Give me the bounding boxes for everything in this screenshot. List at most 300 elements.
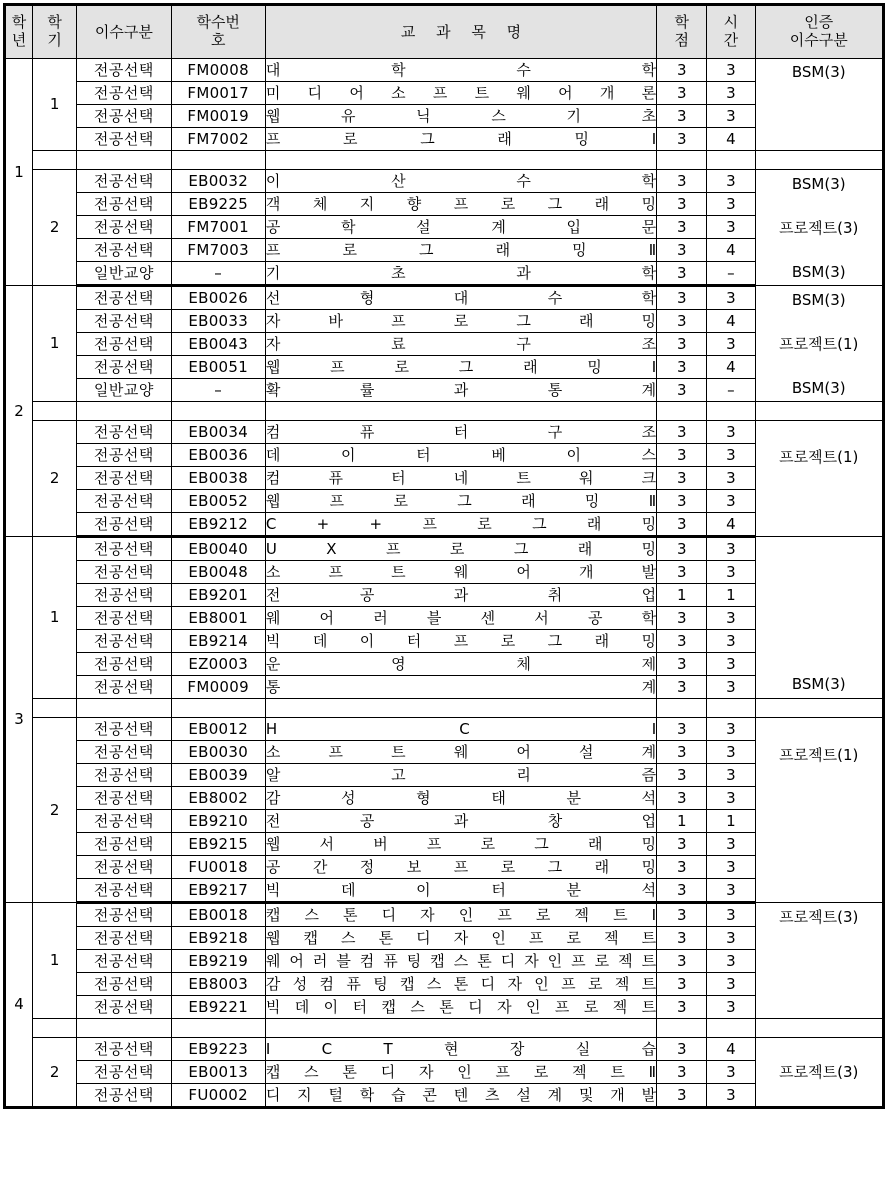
course-type-cell: 전공선택 [77,310,171,333]
header-course-code-line1: 학수번 [196,13,240,32]
course-name-cell: 자 료 구 조 [265,333,656,356]
course-type-cell: 전공선택 [77,787,171,810]
course-code-cell: EB0026 [171,286,265,310]
hours-cell: 3 [707,59,755,82]
spacer-cell-hours [707,151,755,170]
credits-cell: 3 [657,1038,707,1061]
hours-cell: 3 [707,444,755,467]
spacer-cell-type [77,402,171,421]
table-row [5,810,884,833]
course-type-cell: 전공선택 [77,950,171,973]
table-row [5,856,884,879]
certification-line: BSM(3) [791,674,846,693]
course-type-cell: 전공선택 [77,927,171,950]
course-name-cell: 빅 데 이 터 캡 스 톤 디 자 인 프 로 젝 트 [265,996,656,1019]
semester-separator [5,699,884,718]
course-code-cell: FM0009 [171,676,265,699]
hours-cell: 3 [707,561,755,584]
year-cell: 3 [5,537,33,903]
course-name-cell: 전 공 과 취 업 [265,584,656,607]
table-row [5,996,884,1019]
course-code-cell: EB9221 [171,996,265,1019]
course-type-cell: 전공선택 [77,879,171,903]
course-type-cell: 전공선택 [77,128,171,151]
table-row [5,718,884,741]
certification-line: BSM(3) [791,62,846,81]
credits-cell: 3 [657,82,707,105]
course-code-cell: FM7001 [171,216,265,239]
course-type-cell: 전공선택 [77,421,171,444]
semester-cell: 1 [33,537,77,699]
credits-cell: 1 [657,584,707,607]
course-name-cell: 디 지 털 학 습 콘 텐 츠 설 계 및 개 발 [265,1084,656,1108]
hours-cell: 3 [707,286,755,310]
hours-cell: 3 [707,996,755,1019]
credits-cell: 3 [657,973,707,996]
course-code-cell: EB0051 [171,356,265,379]
course-name-cell: 알 고 리 즘 [265,764,656,787]
course-type-cell: 전공선택 [77,239,171,262]
course-name-cell: 빅 데 이 터 분 석 [265,879,656,903]
course-type-cell: 전공선택 [77,490,171,513]
table-row [5,630,884,653]
table-body [5,59,884,1108]
header-hours [707,5,755,59]
course-code-cell: EB9214 [171,630,265,653]
course-type-cell: 전공선택 [77,584,171,607]
table-row [5,356,884,379]
credits-cell: 3 [657,286,707,310]
header-year [5,5,33,59]
course-name-cell: 웨 어 러 블 센 서 공 학 [265,607,656,630]
table-row [5,82,884,105]
header-certification-line2: 이수구분 [789,31,848,49]
credits-cell: 3 [657,239,707,262]
hours-cell: 4 [707,239,755,262]
course-name-cell: 캡 스 톤 디 자 인 프 로 젝 트 Ⅰ [265,903,656,927]
course-name-cell: 프 로 그 래 밍 Ⅱ [265,239,656,262]
semester-cell: 2 [33,421,77,537]
certification-cell [755,718,884,903]
header-semester-line2: 기 [47,31,62,49]
spacer-cell-code [171,699,265,718]
spacer-cell-cert [755,402,884,421]
course-code-cell: EB9217 [171,879,265,903]
credits-cell: 3 [657,490,707,513]
hours-cell: 3 [707,630,755,653]
credits-cell: 3 [657,741,707,764]
credits-cell: 3 [657,653,707,676]
semester-cell: 2 [33,170,77,286]
course-code-cell: EB0040 [171,537,265,561]
spacer-cell-name [265,402,656,421]
course-type-cell: 전공선택 [77,741,171,764]
spacer-cell-semester [33,151,77,170]
course-type-cell: 전공선택 [77,810,171,833]
hours-cell: 1 [707,810,755,833]
table-row [5,421,884,444]
course-code-cell: EB8003 [171,973,265,996]
certification-line: BSM(3) [791,378,846,397]
spacer-cell-hours [707,1019,755,1038]
course-type-cell: 전공선택 [77,82,171,105]
course-name-cell: 기 초 과 학 [265,262,656,286]
course-code-cell: EB0052 [171,490,265,513]
course-type-cell: 전공선택 [77,718,171,741]
hours-cell: 3 [707,105,755,128]
course-name-cell: 웹 캡 스 톤 디 자 인 프 로 젝 트 [265,927,656,950]
course-name-cell: 웹 프 로 그 래 밍 Ⅱ [265,490,656,513]
course-code-cell: EB9212 [171,513,265,537]
certification-line: BSM(3) [791,290,846,309]
table-row [5,950,884,973]
table-row [5,262,884,286]
header-year-line1: 학 [11,13,27,32]
hours-cell: 3 [707,950,755,973]
course-type-cell: 전공선택 [77,607,171,630]
course-name-cell: 웨 어 러 블 컴 퓨 팅 캡 스 톤 디 자 인 프 로 젝 트 [265,950,656,973]
course-code-cell: EB9215 [171,833,265,856]
course-name-cell: 데 이 터 베 이 스 [265,444,656,467]
table-row [5,607,884,630]
curriculum-table [3,3,885,1109]
spacer-cell-cert [755,699,884,718]
credits-cell: 3 [657,59,707,82]
spacer-cell-name [265,151,656,170]
credits-cell: 3 [657,444,707,467]
spacer-cell-code [171,151,265,170]
course-name-cell: 캡 스 톤 디 자 인 프 로 젝 트 Ⅱ [265,1061,656,1084]
credits-cell: 3 [657,718,707,741]
spacer-cell-code [171,1019,265,1038]
header-course-code [171,5,265,59]
course-name-cell: 이 산 수 학 [265,170,656,193]
course-type-cell: 전공선택 [77,467,171,490]
course-type-cell: 전공선택 [77,513,171,537]
table-row [5,561,884,584]
course-name-cell: 감 성 컴 퓨 팅 캡 스 톤 디 자 인 프 로 젝 트 [265,973,656,996]
table-row [5,333,884,356]
certification-cell [755,59,884,151]
hours-cell: 3 [707,1084,755,1108]
credits-cell: 3 [657,607,707,630]
course-type-cell: 전공선택 [77,856,171,879]
semester-cell: 2 [33,718,77,903]
course-code-cell: FU0002 [171,1084,265,1108]
spacer-cell-hours [707,699,755,718]
credits-cell: 3 [657,879,707,903]
spacer-cell-credits [657,151,707,170]
course-code-cell: EB0034 [171,421,265,444]
hours-cell: 3 [707,653,755,676]
course-type-cell: 전공선택 [77,286,171,310]
semester-cell: 1 [33,59,77,151]
course-type-cell: 전공선택 [77,444,171,467]
hours-cell: 3 [707,718,755,741]
credits-cell: 3 [657,927,707,950]
course-code-cell: FU0018 [171,856,265,879]
table-row [5,467,884,490]
course-code-cell: EB0033 [171,310,265,333]
table-row [5,903,884,927]
hours-cell: 3 [707,216,755,239]
course-name-cell: 선 형 대 수 학 [265,286,656,310]
course-name-cell: 운 영 체 제 [265,653,656,676]
course-name-cell: 감 성 형 태 분 석 [265,787,656,810]
certification-line: BSM(3) [791,262,846,281]
course-code-cell: EB9218 [171,927,265,950]
course-code-cell: EB0038 [171,467,265,490]
semester-cell: 2 [33,1038,77,1108]
header-certification-line1: 인증 [804,13,834,32]
course-name-cell: 컴 퓨 터 네 트 워 크 [265,467,656,490]
hours-cell: 3 [707,741,755,764]
hours-cell: – [707,379,755,402]
credits-cell: 3 [657,996,707,1019]
table-row [5,1038,884,1061]
spacer-cell-semester [33,1019,77,1038]
hours-cell: 3 [707,170,755,193]
course-type-cell: 일반교양 [77,379,171,402]
credits-cell: 3 [657,193,707,216]
semester-separator [5,1019,884,1038]
header-course-type: 이수구분 [77,5,171,59]
course-code-cell: – [171,379,265,402]
credits-cell: 3 [657,856,707,879]
hours-cell: 3 [707,333,755,356]
header-certification [755,5,884,59]
credits-cell: 3 [657,467,707,490]
course-name-cell: 컴 퓨 터 구 조 [265,421,656,444]
table-row [5,927,884,950]
course-type-cell: 전공선택 [77,1084,171,1108]
course-name-cell: 프 로 그 래 밍 Ⅰ [265,128,656,151]
course-type-cell: 전공선택 [77,996,171,1019]
hours-cell: 3 [707,787,755,810]
course-type-cell: 전공선택 [77,333,171,356]
course-name-cell: C + + 프 로 그 래 밍 [265,513,656,537]
spacer-cell-credits [657,699,707,718]
credits-cell: 1 [657,810,707,833]
course-name-cell: 대 학 수 학 [265,59,656,82]
credits-cell: 3 [657,262,707,286]
table-row [5,105,884,128]
table-row [5,537,884,561]
hours-cell: 3 [707,903,755,927]
course-name-cell: I C T 현 장 실 습 [265,1038,656,1061]
course-code-cell: EB0036 [171,444,265,467]
credits-cell: 3 [657,310,707,333]
course-name-cell: 소 프 트 웨 어 개 발 [265,561,656,584]
table-row [5,239,884,262]
course-type-cell: 전공선택 [77,193,171,216]
course-type-cell: 전공선택 [77,561,171,584]
credits-cell: 3 [657,950,707,973]
table-row [5,128,884,151]
course-name-cell: 미 디 어 소 프 트 웨 어 개 론 [265,82,656,105]
table-row [5,216,884,239]
credits-cell: 3 [657,676,707,699]
spacer-cell-name [265,1019,656,1038]
course-code-cell: EB0039 [171,764,265,787]
certification-line: 프로젝트(1) [779,746,859,764]
course-code-cell: FM0008 [171,59,265,82]
year-cell: 4 [5,903,33,1108]
hours-cell: 3 [707,467,755,490]
hours-cell: 3 [707,973,755,996]
hours-cell: 3 [707,607,755,630]
credits-cell: 3 [657,128,707,151]
certification-line: 프로젝트(3) [779,1063,859,1081]
certification-cell [755,537,884,699]
course-code-cell: EB9219 [171,950,265,973]
course-code-cell: EB8002 [171,787,265,810]
course-type-cell: 전공선택 [77,1038,171,1061]
certification-cell [755,1038,884,1108]
header-course-name: 교 과 목 명 [265,5,656,59]
course-name-cell: 웹 프 로 그 래 밍 Ⅰ [265,356,656,379]
hours-cell: 4 [707,1038,755,1061]
table-row [5,653,884,676]
course-code-cell: EB0043 [171,333,265,356]
year-cell: 1 [5,59,33,286]
course-type-cell: 전공선택 [77,676,171,699]
hours-cell: 3 [707,879,755,903]
table-row [5,1061,884,1084]
table-row [5,193,884,216]
table-row [5,741,884,764]
credits-cell: 3 [657,561,707,584]
course-name-cell: 공 학 설 계 입 문 [265,216,656,239]
hours-cell: 3 [707,421,755,444]
semester-cell: 1 [33,286,77,402]
certification-line: 프로젝트(1) [779,447,859,466]
course-type-cell: 전공선택 [77,833,171,856]
header-semester [33,5,77,59]
header-year-line2: 년 [11,31,27,49]
spacer-cell-code [171,402,265,421]
course-code-cell: EB0013 [171,1061,265,1084]
header-credits-line1: 학 [674,13,690,32]
spacer-cell-type [77,151,171,170]
course-code-cell: FM0017 [171,82,265,105]
certification-line: BSM(3) [791,174,846,193]
credits-cell: 3 [657,1061,707,1084]
course-type-cell: 전공선택 [77,764,171,787]
course-type-cell: 일반교양 [77,262,171,286]
course-code-cell: EB9225 [171,193,265,216]
credits-cell: 3 [657,216,707,239]
course-code-cell: FM0019 [171,105,265,128]
course-code-cell: EB8001 [171,607,265,630]
course-code-cell: EB0030 [171,741,265,764]
course-type-cell: 전공선택 [77,630,171,653]
table-row [5,444,884,467]
spacer-cell-hours [707,402,755,421]
hours-cell: 3 [707,82,755,105]
hours-cell: 3 [707,927,755,950]
credits-cell: 3 [657,903,707,927]
semester-separator [5,402,884,421]
course-type-cell: 전공선택 [77,59,171,82]
credits-cell: 3 [657,105,707,128]
header-hours-line2: 간 [723,31,739,49]
credits-cell: 3 [657,1084,707,1108]
hours-cell: 4 [707,513,755,537]
course-code-cell: EB9223 [171,1038,265,1061]
credits-cell: 3 [657,787,707,810]
certification-line: 프로젝트(3) [779,218,859,237]
header-credits-line2: 점 [674,31,690,49]
course-code-cell: FM7002 [171,128,265,151]
hours-cell: 3 [707,193,755,216]
course-type-cell: 전공선택 [77,903,171,927]
course-type-cell: 전공선택 [77,105,171,128]
hours-cell: 3 [707,537,755,561]
spacer-cell-type [77,699,171,718]
certification-cell [755,286,884,402]
certification-cell [755,903,884,1019]
course-type-cell: 전공선택 [77,653,171,676]
table-row [5,787,884,810]
certification-cell [755,421,884,537]
course-type-cell: 전공선택 [77,537,171,561]
course-name-cell: 통 계 [265,676,656,699]
course-type-cell: 전공선택 [77,1061,171,1084]
spacer-cell-semester [33,699,77,718]
header-hours-line1: 시 [723,13,739,32]
table-row [5,676,884,699]
semester-cell: 1 [33,903,77,1019]
course-code-cell: EB0018 [171,903,265,927]
hours-cell: 1 [707,584,755,607]
spacer-cell-type [77,1019,171,1038]
hours-cell: 4 [707,128,755,151]
credits-cell: 3 [657,421,707,444]
course-name-cell: 웹 유 닉 스 기 초 [265,105,656,128]
credits-cell: 3 [657,630,707,653]
hours-cell: 3 [707,676,755,699]
hours-cell: 3 [707,764,755,787]
table-header [5,5,884,59]
credits-cell: 3 [657,764,707,787]
hours-cell: 4 [707,356,755,379]
course-name-cell: H C I [265,718,656,741]
hours-cell: – [707,262,755,286]
spacer-cell-cert [755,151,884,170]
course-code-cell: EB9210 [171,810,265,833]
spacer-cell-cert [755,1019,884,1038]
credits-cell: 3 [657,513,707,537]
table-row [5,170,884,193]
spacer-cell-credits [657,402,707,421]
course-name-cell: U X 프 로 그 래 밍 [265,537,656,561]
hours-cell: 4 [707,310,755,333]
course-name-cell: 공 간 정 보 프 로 그 래 밍 [265,856,656,879]
table-row [5,310,884,333]
certification-line: 프로젝트(3) [779,907,859,926]
credits-cell: 3 [657,170,707,193]
course-code-cell: EZ0003 [171,653,265,676]
semester-separator [5,151,884,170]
table-row [5,379,884,402]
table-row [5,59,884,82]
spacer-cell-credits [657,1019,707,1038]
hours-cell: 3 [707,833,755,856]
course-name-cell: 전 공 과 창 업 [265,810,656,833]
credits-cell: 3 [657,537,707,561]
credits-cell: 3 [657,379,707,402]
